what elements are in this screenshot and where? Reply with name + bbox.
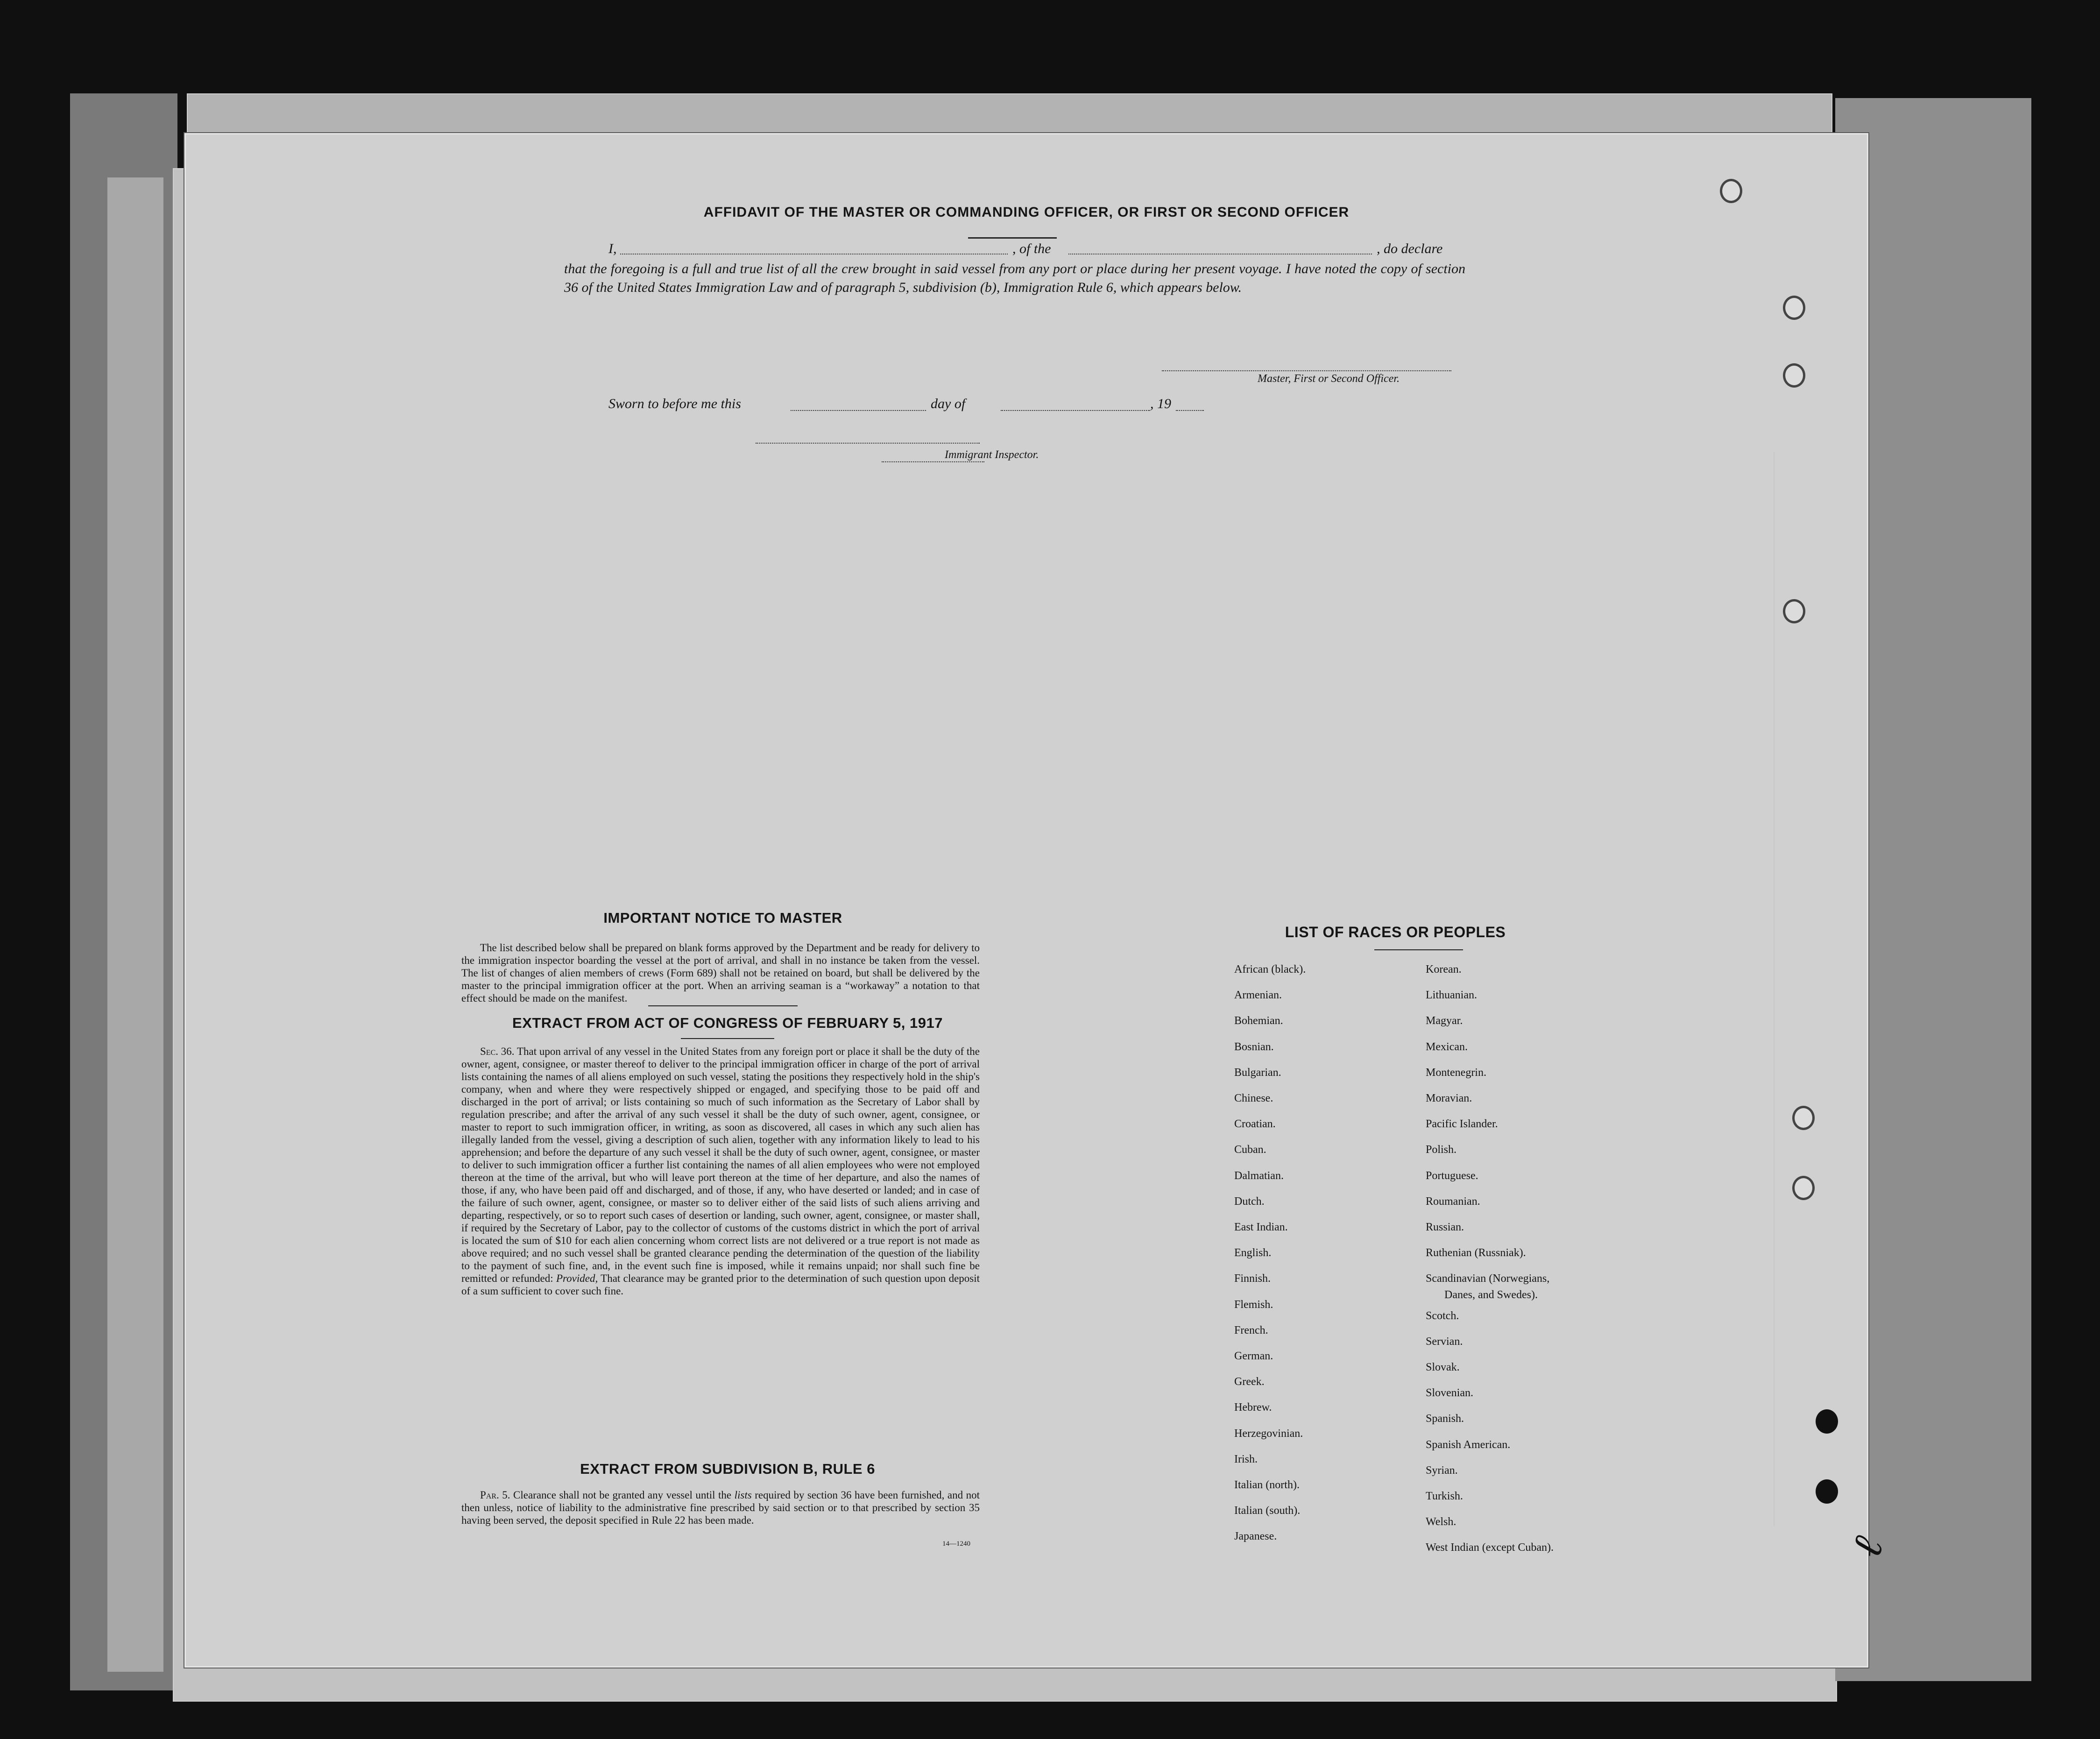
race-item: French. bbox=[1234, 1324, 1268, 1336]
race-item: Flemish. bbox=[1234, 1299, 1273, 1311]
race-item: East Indian. bbox=[1234, 1221, 1288, 1233]
punch-hole bbox=[1720, 179, 1742, 203]
race-item: Dalmatian. bbox=[1234, 1170, 1284, 1182]
race-item: Cuban. bbox=[1234, 1144, 1266, 1156]
race-item: Portuguese. bbox=[1426, 1170, 1478, 1182]
notice-rule bbox=[648, 1005, 798, 1006]
inspector-caption: Immigrant Inspector. bbox=[945, 449, 1039, 461]
declarant-label: I, bbox=[608, 241, 617, 256]
race-item: Welsh. bbox=[1426, 1516, 1457, 1528]
race-item: Polish. bbox=[1426, 1144, 1457, 1156]
title-rule bbox=[968, 237, 1057, 239]
race-item: Lithuanian. bbox=[1426, 989, 1477, 1001]
race-item: Herzegovinian. bbox=[1234, 1428, 1303, 1440]
race-item: German. bbox=[1234, 1350, 1273, 1362]
race-item: Armenian. bbox=[1234, 989, 1282, 1001]
act-rule bbox=[681, 1038, 774, 1039]
race-item: Chinese. bbox=[1234, 1092, 1273, 1104]
affidavit-paragraph: that the foregoing is a full and true list of all the crew brought in said vessel from any port or place during her present voyage. I have noted the copy of section 36 of the United States Immigration Law and of paragraph 5, subdivision (b), Immigration Rule 6, which appears below. bbox=[564, 261, 1465, 295]
race-item: Bosnian. bbox=[1234, 1041, 1274, 1053]
race-item: Bohemian. bbox=[1234, 1015, 1283, 1027]
punch-hole bbox=[1783, 296, 1805, 320]
notice-text: The list described below shall be prepared on blank forms approved by the Department and be ready for delivery to the immigration inspector boarding the vessel at the port of arrival, and shall in no instance be taken from the vessel. The list of changes of alien members of crews (Form 689) shall not be retained on board, but shall be delivered by the master to the principal immigration officer at the port. When an arriving seaman is a “workaway” a notation to that effect should be made on the manifest. bbox=[461, 942, 980, 1004]
race-item: Korean. bbox=[1426, 963, 1462, 976]
race-item: Dutch. bbox=[1234, 1195, 1265, 1208]
race-item: Japanese. bbox=[1234, 1530, 1277, 1542]
day-of-label: day of bbox=[931, 396, 966, 411]
races-title: LIST OF RACES OR PEOPLES bbox=[1285, 924, 1506, 940]
document-page bbox=[184, 133, 1868, 1668]
races-rule bbox=[1374, 949, 1463, 950]
race-item: Spanish American. bbox=[1426, 1439, 1511, 1451]
race-item: West Indian (except Cuban). bbox=[1426, 1541, 1554, 1554]
race-item: Scandinavian (Norwegians, bbox=[1426, 1272, 1550, 1285]
race-item: Hebrew. bbox=[1234, 1401, 1272, 1414]
rule-extract-title: EXTRACT FROM SUBDIVISION B, RULE 6 bbox=[580, 1461, 875, 1477]
act-extract-title: EXTRACT FROM ACT OF CONGRESS OF FEBRUARY 5, 1917 bbox=[512, 1015, 943, 1031]
race-item: Servian. bbox=[1426, 1336, 1463, 1348]
race-item: Slovenian. bbox=[1426, 1387, 1473, 1399]
act-extract-text bbox=[461, 1045, 980, 1297]
master-signature-field[interactable] bbox=[1162, 370, 1451, 371]
bleed-through-rule bbox=[1587, 452, 1775, 1526]
section-label: Sec. 36. bbox=[480, 1046, 515, 1057]
race-item: Slovak. bbox=[1426, 1361, 1460, 1373]
race-item: Syrian. bbox=[1426, 1464, 1458, 1477]
races-scandinavian-cont bbox=[1444, 1289, 1538, 1301]
punch-hole bbox=[1783, 599, 1805, 623]
punch-hole bbox=[1816, 1479, 1838, 1504]
race-item: Italian (south). bbox=[1234, 1505, 1301, 1517]
punch-hole bbox=[1792, 1176, 1815, 1200]
race-item: African (black). bbox=[1234, 963, 1306, 976]
lists-word: lists bbox=[734, 1489, 752, 1501]
rule-extract-text bbox=[461, 1489, 980, 1527]
race-item: Ruthenian (Russniak). bbox=[1426, 1247, 1526, 1259]
handwritten-mark: ℓ bbox=[1841, 1530, 1894, 1564]
rule-text-b: required by section 36 have been furnished, and not then unless, notice of liability to the administrative fine prescribed by said section or to that prescribed by section 35 having been served, the deposit specified in Rule 22 has been made. bbox=[461, 1489, 980, 1526]
race-item: Magyar. bbox=[1426, 1015, 1463, 1027]
race-item: Mexican. bbox=[1426, 1041, 1468, 1053]
sworn-month-field[interactable] bbox=[1001, 410, 1150, 411]
race-item: Russian. bbox=[1426, 1221, 1464, 1233]
section-text: That upon arrival of any vessel in the United States from any foreign port or place it shall be the duty of the owner, agent, consignee, or master thereof to deliver to the principal immigration officer in charge of the port of arrival lists containing the names of all aliens employed on such vessel, stating the positions they respectively hold in the ship's company, when and where they were respectively shipped or engaged, and specifying those to be paid off and discharged in the port of arrival; or lists containing so much of such information as the Secretary of Labor shall by regulation prescribe; and after the arrival of any such vessel it shall be the duty of such owner, agent, consignee, or master to report to such immigration officer, in writing, as soon as discovered, all cases in which any such alien has illegally landed from the vessel, giving a description of such alien, together with any information likely to lead to his apprehension; and before the departure of any such vessel it shall be the duty of such owner, agent, consignee, or master to deliver to such immigration officer a further list containing the names of all alien employees who were not employed thereon at the time of the arrival, but who will leave port thereon at the time of her departure, and also the names of those, if any, who have been paid off and discharged, and of those, if any, who have deserted or landed; and in case of the failure of such owner, agent, consignee, or master so to deliver either of the said lists of such aliens arriving and departing, respectively, or so to report such cases of desertion or landing, such owner, agent, consignee, or master shall, if required by the Secretary of Labor, pay to the collector of customs of the customs district in which the port of arrival is located the sum of $10 for each alien concerning whom correct lists are not delivered or a true report is not made as above required; and no such vessel shall be granted clearance pending the determination of the question of the liability to the payment of such fine, and, in the event such fine is imposed, while it remains unpaid; nor shall such fine be remitted or refunded: bbox=[461, 1046, 980, 1284]
race-item: Pacific Islander. bbox=[1426, 1118, 1498, 1130]
declare-label: , do declare bbox=[1377, 241, 1443, 256]
proviso-text: That clearance may be granted prior to the determination of such question upon deposit of a sum sufficient to cover such fine. bbox=[461, 1272, 980, 1297]
rule-text-a: Clearance shall not be granted any vessel until the bbox=[513, 1489, 732, 1501]
year-label: , 19 bbox=[1150, 396, 1171, 411]
punch-hole bbox=[1816, 1409, 1838, 1434]
race-item: Finnish. bbox=[1234, 1272, 1271, 1285]
race-item: Scotch. bbox=[1426, 1310, 1459, 1322]
race-item: Turkish. bbox=[1426, 1490, 1463, 1502]
race-item: Greek. bbox=[1234, 1376, 1265, 1388]
background-page-left-edge bbox=[107, 177, 163, 1672]
race-item: Italian (north). bbox=[1234, 1479, 1300, 1491]
race-item: Danes, and Swedes). bbox=[1444, 1289, 1538, 1301]
race-item: Moravian. bbox=[1426, 1092, 1472, 1104]
sworn-year-field[interactable] bbox=[1176, 410, 1204, 411]
sworn-label: Sworn to before me this bbox=[608, 396, 741, 411]
affidavit-title: AFFIDAVIT OF THE MASTER OR COMMANDING OFFICER, OR FIRST OR SECOND OFFICER bbox=[703, 205, 1350, 220]
race-item: Montenegrin. bbox=[1426, 1067, 1486, 1079]
race-item: Spanish. bbox=[1426, 1413, 1464, 1425]
race-item: Bulgarian. bbox=[1234, 1067, 1281, 1079]
vessel-label: , of the bbox=[1012, 241, 1051, 256]
race-item: English. bbox=[1234, 1247, 1272, 1259]
notice-title: IMPORTANT NOTICE TO MASTER bbox=[603, 910, 842, 926]
inspector-signature-field-2[interactable] bbox=[882, 461, 984, 462]
punch-hole bbox=[1792, 1106, 1815, 1130]
punch-hole bbox=[1783, 363, 1805, 388]
race-item: Croatian. bbox=[1234, 1118, 1276, 1130]
paragraph-label: Par. 5. bbox=[480, 1489, 510, 1501]
race-item: Roumanian. bbox=[1426, 1195, 1480, 1208]
form-number: 14—1240 bbox=[942, 1540, 970, 1548]
sworn-day-field[interactable] bbox=[791, 410, 926, 411]
inspector-signature-field[interactable] bbox=[756, 443, 980, 444]
race-item: Irish. bbox=[1234, 1453, 1258, 1465]
proviso-label: Provided, bbox=[556, 1272, 598, 1284]
master-signature-caption: Master, First or Second Officer. bbox=[1258, 373, 1400, 385]
